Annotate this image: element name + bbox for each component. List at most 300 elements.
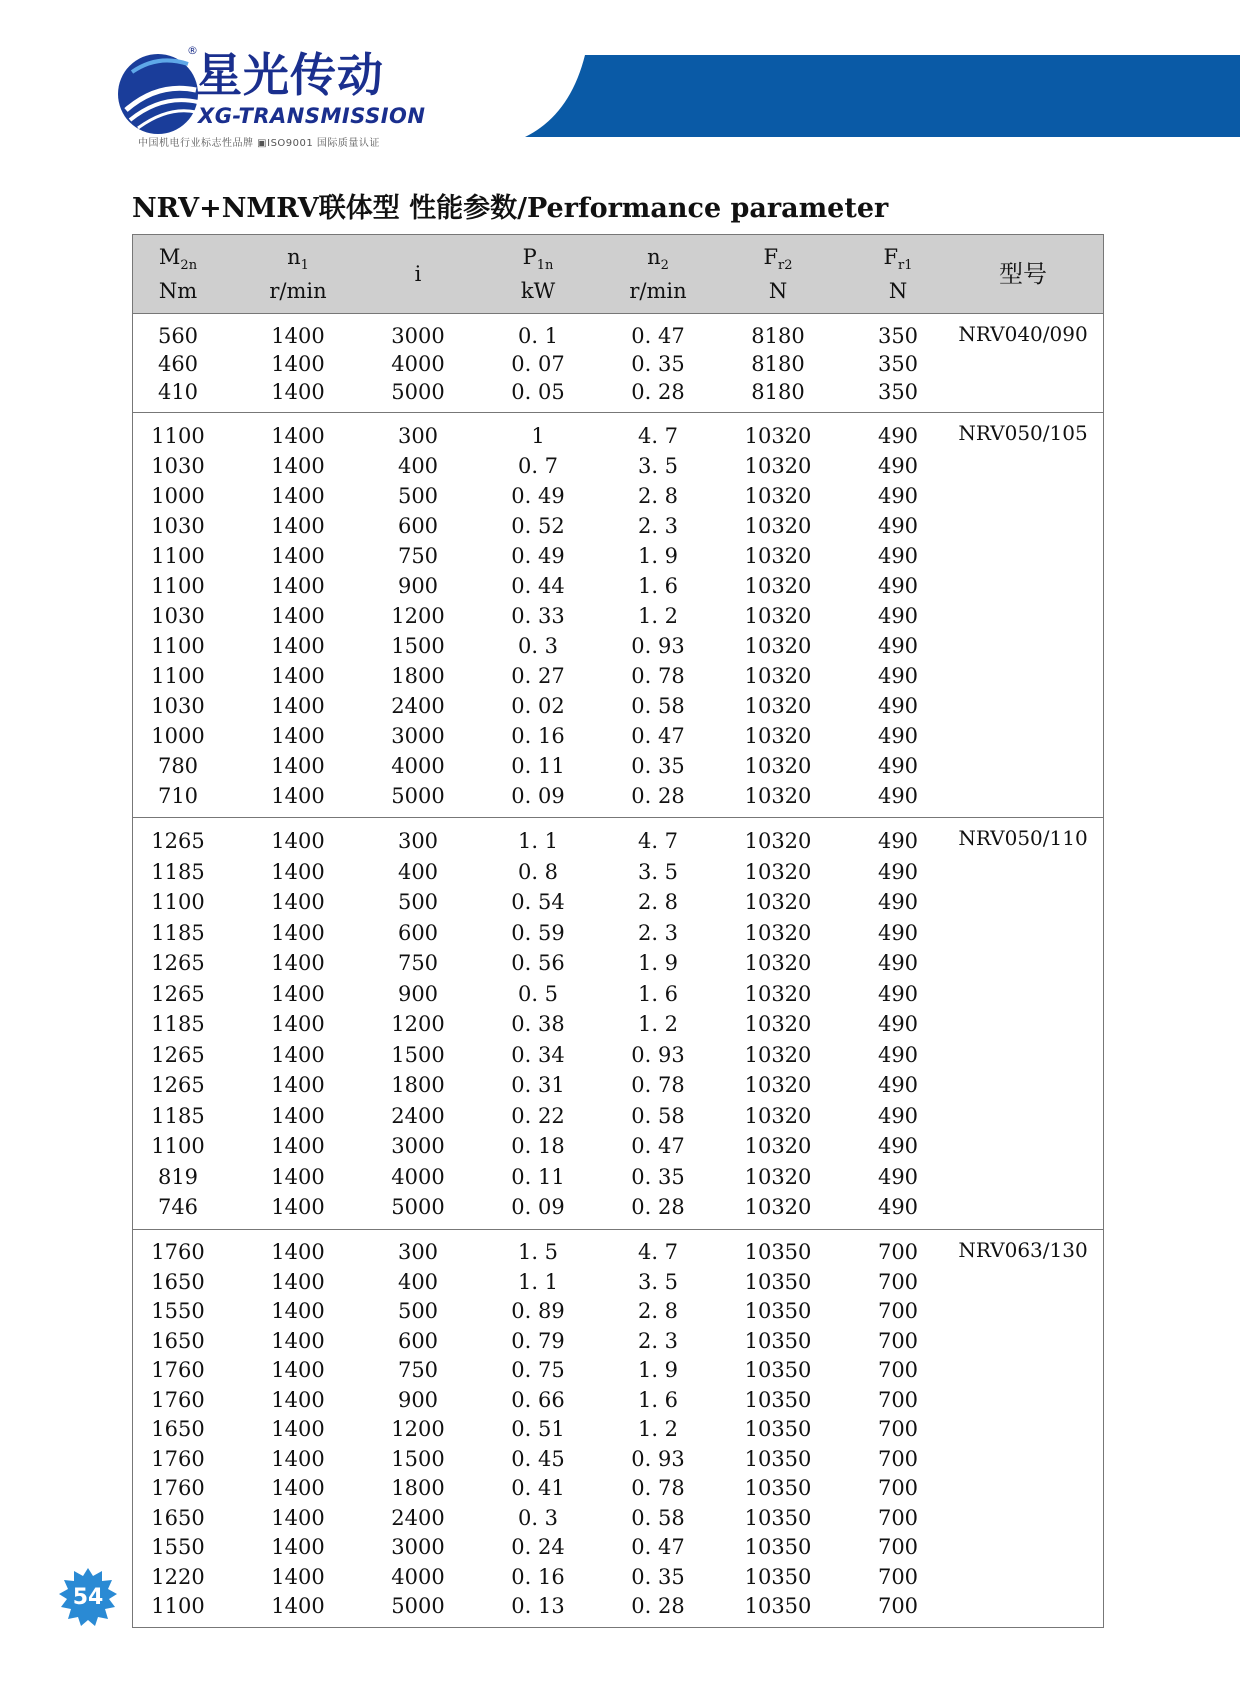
table-cell: 1100 [151, 890, 205, 915]
table-cell: 10320 [744, 454, 812, 478]
table-cell: 1265 [133, 818, 223, 857]
table-cell: 1. 2 [637, 604, 679, 628]
table-cell: 10320 [744, 1195, 812, 1220]
brand-tagline: 中国机电行业标志性品牌 ▣ISO9001 国际质量认证 [138, 138, 380, 149]
table-cell: 490 [877, 1012, 919, 1037]
table-cell: 10320 [744, 514, 812, 538]
table-cell: 490 [877, 634, 919, 658]
table-cell: 1550 [151, 1299, 205, 1324]
table-cell: 1400 [271, 1012, 325, 1037]
table-cell: 0. 78 [631, 1476, 685, 1501]
table-cell: 400 [397, 859, 439, 884]
table-cell: 1400 [271, 454, 325, 478]
table-cell: 5000 [391, 1195, 445, 1220]
table-cell: 1200 [391, 1012, 445, 1037]
table-cell: 400 [397, 1269, 439, 1294]
table-cell: 2. 8 [637, 890, 679, 915]
performance-table-container [132, 234, 1104, 1628]
table-cell: 490 [853, 413, 943, 452]
table-cell: 10320 [744, 920, 812, 945]
model-label: NRV063/130 [958, 1237, 1088, 1262]
table-cell: 1400 [271, 951, 325, 976]
table-cell: 1. 6 [637, 981, 679, 1006]
table-cell: 1. 1 [463, 818, 613, 857]
table-cell: 700 [853, 1229, 943, 1267]
table-cell: 10350 [744, 1328, 812, 1353]
table-cell: 1400 [223, 413, 373, 452]
table-cell: 4000 [391, 1564, 445, 1589]
table-cell: 1400 [271, 694, 325, 718]
table-cell: 1800 [391, 1073, 445, 1098]
table-cell: 500 [397, 484, 439, 508]
table-cell: 0. 28 [631, 1594, 685, 1619]
table-cell: 300 [373, 413, 463, 452]
page-title: NRV+NMRV联体型 性能参数/Performance parameter [132, 193, 889, 224]
table-cell: 4. 7 [613, 413, 703, 452]
table-cell: 1400 [271, 380, 325, 404]
table-cell: 490 [877, 784, 919, 808]
table-cell: 1185 [151, 1103, 205, 1128]
table-cell: 1400 [271, 724, 325, 748]
table-cell: 460 [157, 352, 199, 376]
table-cell: 10320 [744, 784, 812, 808]
table-cell: 780 [157, 754, 199, 778]
table-cell: 1100 [151, 1594, 205, 1619]
table-cell: 4. 7 [613, 818, 703, 857]
table-cell: 10320 [744, 1042, 812, 1067]
table-cell: 8180 [751, 380, 805, 404]
table-cell: 3. 5 [637, 454, 679, 478]
table-row [133, 1229, 1103, 1267]
model-label: NRV050/105 [958, 421, 1088, 445]
table-cell: 1030 [151, 604, 205, 628]
table-cell: 0. 24 [511, 1535, 565, 1560]
registered-mark: ® [187, 44, 198, 57]
table-cell: 1100 [151, 634, 205, 658]
model-label: NRV050/110 [958, 826, 1088, 850]
table-cell: 1550 [151, 1535, 205, 1560]
table-cell: 0. 1 [517, 324, 559, 348]
table-cell: 0. 22 [511, 1103, 565, 1128]
table-cell: 10350 [744, 1535, 812, 1560]
table-cell: 700 [877, 1535, 919, 1560]
table-cell: 700 [877, 1417, 919, 1442]
table-cell: 3000 [391, 724, 445, 748]
table-cell: 10320 [744, 694, 812, 718]
table-cell: 10320 [744, 544, 812, 568]
table-cell: 10320 [744, 1134, 812, 1159]
table-cell: 10350 [744, 1387, 812, 1412]
table-cell: 1400 [271, 352, 325, 376]
table-cell: 1760 [151, 1476, 205, 1501]
table-group [133, 1229, 1103, 1627]
table-cell: 10320 [744, 981, 812, 1006]
table-cell: 700 [877, 1564, 919, 1589]
table-cell: 1400 [271, 1505, 325, 1530]
table-cell: 1100 [151, 544, 205, 568]
table-cell: 10320 [744, 574, 812, 598]
table-cell: 1100 [151, 664, 205, 688]
table-cell: 1400 [223, 1229, 373, 1267]
table-cell: 10320 [744, 951, 812, 976]
header-n2: $n_2$ r/min [613, 235, 703, 314]
table-cell: 10350 [744, 1564, 812, 1589]
table-cell: 2. 8 [637, 1299, 679, 1324]
table-cell: 0. 49 [511, 544, 565, 568]
table-cell: 0. 41 [511, 1476, 565, 1501]
header-banner [525, 55, 1240, 137]
table-cell: 600 [397, 1328, 439, 1353]
table-cell: 0. 75 [511, 1358, 565, 1383]
table-cell: 1800 [391, 664, 445, 688]
table-cell: 0. 51 [511, 1417, 565, 1442]
table-cell: 490 [877, 1073, 919, 1098]
table-cell: 10320 [744, 634, 812, 658]
table-cell: 490 [877, 1164, 919, 1189]
table-cell: 490 [853, 818, 943, 857]
table-cell: 490 [877, 544, 919, 568]
table-cell: 0. 52 [511, 514, 565, 538]
table-cell: 10320 [744, 890, 812, 915]
table-cell: 700 [877, 1328, 919, 1353]
table-cell: 1400 [271, 1535, 325, 1560]
table-cell: 300 [373, 1229, 463, 1267]
table-cell: 1400 [271, 1134, 325, 1159]
table-cell: 0. 89 [511, 1299, 565, 1324]
table-cell: 0. 79 [511, 1328, 565, 1353]
table-cell: 490 [877, 694, 919, 718]
table-cell: 1650 [151, 1505, 205, 1530]
table-cell: 500 [397, 890, 439, 915]
header-n1: $n_1$ r/min [223, 235, 373, 314]
table-cell: 1000 [151, 484, 205, 508]
table-cell: 490 [877, 574, 919, 598]
table-group [133, 413, 1103, 818]
table-cell: 0. 47 [631, 724, 685, 748]
table-cell: 900 [397, 981, 439, 1006]
table-cell: 0. 93 [631, 1042, 685, 1067]
table-cell: 0. 11 [511, 1164, 565, 1189]
table-cell: 0. 47 [631, 1535, 685, 1560]
table-cell: 10320 [703, 818, 853, 857]
table-cell: 1200 [391, 1417, 445, 1442]
table-cell: 1650 [151, 1417, 205, 1442]
table-cell: 1100 [151, 574, 205, 598]
table-cell: 0. 3 [517, 1505, 559, 1530]
table-cell: 0. 44 [511, 574, 565, 598]
table-cell: 400 [397, 454, 439, 478]
table-cell: 490 [877, 890, 919, 915]
table-cell: 1. 6 [637, 574, 679, 598]
table-cell: 1400 [271, 1387, 325, 1412]
table-cell: 0. 16 [511, 1564, 565, 1589]
table-cell: 1400 [271, 1073, 325, 1098]
table-cell: 1500 [391, 634, 445, 658]
table-cell: 10320 [744, 754, 812, 778]
table-cell: 490 [877, 920, 919, 945]
table-cell: 0. 34 [511, 1042, 565, 1067]
table-cell: 1760 [151, 1387, 205, 1412]
table-cell: 0. 93 [631, 1446, 685, 1471]
table-cell: 1400 [271, 1446, 325, 1471]
table-cell: 900 [397, 574, 439, 598]
table-cell: 1100 [151, 1134, 205, 1159]
table-cell: 0. 56 [511, 951, 565, 976]
table-cell: 10320 [744, 724, 812, 748]
table-cell: 10320 [744, 1073, 812, 1098]
table-cell: 0. 78 [631, 664, 685, 688]
table-cell: 10350 [703, 1229, 853, 1267]
header-p1n: $P_{1n}$ kW [463, 235, 613, 314]
table-cell: 1400 [271, 544, 325, 568]
table-cell: 0. 66 [511, 1387, 565, 1412]
table-cell: 10350 [744, 1505, 812, 1530]
table-cell: 1400 [271, 1358, 325, 1383]
table-cell: 1400 [271, 1564, 325, 1589]
table-cell: 0. 27 [511, 664, 565, 688]
table-cell: 2. 3 [637, 1328, 679, 1353]
table-cell: 0. 13 [511, 1594, 565, 1619]
table-cell: 1400 [271, 1328, 325, 1353]
table-cell: 0. 58 [631, 1505, 685, 1530]
header-fr2: $F_{r2}$ N [703, 235, 853, 314]
table-cell: 0. 8 [517, 859, 559, 884]
table-cell: 1400 [271, 634, 325, 658]
table-cell: 4. 7 [613, 1229, 703, 1267]
table-cell: 10320 [744, 604, 812, 628]
table-cell: 1400 [271, 604, 325, 628]
table-cell: 1. 2 [637, 1012, 679, 1037]
table-cell: 490 [877, 859, 919, 884]
table-cell: 1650 [151, 1328, 205, 1353]
table-cell: 1265 [151, 1073, 205, 1098]
table-cell: 700 [877, 1594, 919, 1619]
table-cell: 490 [877, 1134, 919, 1159]
table-cell: 10350 [744, 1269, 812, 1294]
table-cell: 350 [877, 380, 919, 404]
table-cell: 10320 [744, 859, 812, 884]
table-cell: 700 [877, 1476, 919, 1501]
table-cell: 1400 [271, 1195, 325, 1220]
table-cell: 10350 [744, 1299, 812, 1324]
table-cell: 1200 [391, 604, 445, 628]
table-cell: 560 [157, 324, 199, 348]
brand-name-en: XG-TRANSMISSION [198, 104, 426, 128]
table-cell: 0. 47 [631, 324, 685, 348]
page-number: 54 [72, 1585, 104, 1610]
model-label: NRV040/090 [958, 322, 1088, 346]
table-cell: 0. 28 [631, 1195, 685, 1220]
table-cell: 700 [877, 1299, 919, 1324]
table-cell: 8180 [751, 352, 805, 376]
table-cell: 0. 35 [631, 1164, 685, 1189]
table-cell: 1. 1 [517, 1269, 559, 1294]
table-cell: 2400 [391, 1103, 445, 1128]
table-cell: 490 [877, 454, 919, 478]
table-cell: 1265 [151, 951, 205, 976]
table-cell: 1400 [271, 859, 325, 884]
table-row [133, 314, 1103, 351]
table-cell: 1760 [133, 1229, 223, 1267]
table-row [133, 413, 1103, 452]
table-cell: 0. 59 [511, 920, 565, 945]
model-cell [943, 818, 1103, 1230]
table-cell: 5000 [391, 784, 445, 808]
table-cell: 1400 [271, 324, 325, 348]
table-cell: 1650 [151, 1269, 205, 1294]
table-cell: 1100 [133, 413, 223, 452]
table-cell: 1030 [151, 694, 205, 718]
table-cell: 1400 [271, 1269, 325, 1294]
table-cell: 4000 [391, 1164, 445, 1189]
table-cell: 500 [397, 1299, 439, 1324]
table-cell: 0. 35 [631, 352, 685, 376]
table-cell: 1400 [271, 1164, 325, 1189]
table-cell: 700 [877, 1505, 919, 1530]
header-m2n: $M_{2n}$ Nm [133, 235, 223, 314]
table-cell: 0. 16 [511, 724, 565, 748]
table-cell: 1400 [271, 754, 325, 778]
table-cell: 819 [157, 1164, 199, 1189]
table-cell: 10320 [744, 1012, 812, 1037]
table-cell: 0. 45 [511, 1446, 565, 1471]
table-cell: 900 [397, 1387, 439, 1412]
table-cell: 0. 28 [631, 784, 685, 808]
table-cell: 10350 [744, 1358, 812, 1383]
table-cell: 0. 31 [511, 1073, 565, 1098]
model-cell [943, 314, 1103, 413]
table-cell: 1500 [391, 1446, 445, 1471]
table-cell: 1 [463, 413, 613, 452]
table-cell: 2. 3 [637, 920, 679, 945]
table-cell: 490 [877, 484, 919, 508]
table-cell: 1760 [151, 1358, 205, 1383]
table-row [133, 818, 1103, 857]
table-cell: 1400 [271, 1417, 325, 1442]
table-cell: 0. 47 [631, 1134, 685, 1159]
header-model: 型号 [943, 235, 1103, 314]
table-cell: 1185 [151, 920, 205, 945]
table-cell: 490 [877, 951, 919, 976]
model-cell [943, 1229, 1103, 1627]
table-cell: 750 [397, 544, 439, 568]
table-cell: 5000 [391, 1594, 445, 1619]
table-cell: 1400 [271, 890, 325, 915]
table-cell: 10320 [703, 413, 853, 452]
table-cell: 600 [397, 514, 439, 538]
table-cell: 1400 [271, 1476, 325, 1501]
table-cell: 0. 09 [511, 1195, 565, 1220]
table-cell: 1400 [223, 818, 373, 857]
table-cell: 3. 5 [637, 859, 679, 884]
table-cell: 3000 [391, 1134, 445, 1159]
table-cell: 0. 54 [511, 890, 565, 915]
table-cell: 1030 [151, 514, 205, 538]
table-cell: 10350 [744, 1594, 812, 1619]
table-cell: 3000 [391, 1535, 445, 1560]
table-cell: 700 [877, 1358, 919, 1383]
table-cell: 1400 [271, 1042, 325, 1067]
table-cell: 1030 [151, 454, 205, 478]
table-cell: 300 [373, 818, 463, 857]
table-cell: 10350 [744, 1446, 812, 1471]
table-cell: 750 [397, 1358, 439, 1383]
table-cell: 1760 [151, 1446, 205, 1471]
table-cell: 0. 33 [511, 604, 565, 628]
table-cell: 2400 [391, 1505, 445, 1530]
table-cell: 10320 [744, 484, 812, 508]
table-cell: 10320 [744, 664, 812, 688]
table-cell: 700 [877, 1446, 919, 1471]
table-cell: 1185 [151, 859, 205, 884]
table-cell: 10350 [744, 1476, 812, 1501]
header-i: i [373, 235, 463, 314]
table-cell: 490 [877, 1103, 919, 1128]
table-cell: 700 [877, 1387, 919, 1412]
table-cell: 0. 58 [631, 694, 685, 718]
table-cell: 490 [877, 1042, 919, 1067]
table-cell: 0. 3 [517, 634, 559, 658]
table-cell: 1400 [271, 1103, 325, 1128]
table-cell: 3. 5 [637, 1269, 679, 1294]
table-cell: 1800 [391, 1476, 445, 1501]
table-cell: 750 [397, 951, 439, 976]
table-cell: 0. 11 [511, 754, 565, 778]
table-cell: 490 [877, 664, 919, 688]
table-cell: 1400 [271, 981, 325, 1006]
table-cell: 10350 [744, 1417, 812, 1442]
table-cell: 10320 [744, 1164, 812, 1189]
table-cell: 1265 [151, 1042, 205, 1067]
table-cell: 700 [877, 1269, 919, 1294]
table-cell: 0. 58 [631, 1103, 685, 1128]
table-cell: 8180 [751, 324, 805, 348]
table-cell: 2. 8 [637, 484, 679, 508]
table-cell: 1400 [271, 1299, 325, 1324]
table-cell: 1. 5 [463, 1229, 613, 1267]
table-cell: 490 [877, 514, 919, 538]
table-cell: 1. 9 [637, 544, 679, 568]
table-cell: 0. 7 [517, 454, 559, 478]
table-cell: 1000 [151, 724, 205, 748]
table-cell: 1400 [271, 484, 325, 508]
table-cell: 0. 5 [517, 981, 559, 1006]
table-cell: 0. 38 [511, 1012, 565, 1037]
table-cell: 1. 2 [637, 1417, 679, 1442]
table-cell: 710 [157, 784, 199, 808]
table-cell: 0. 35 [631, 1564, 685, 1589]
table-cell: 350 [877, 324, 919, 348]
table-cell: 600 [397, 920, 439, 945]
table-cell: 0. 09 [511, 784, 565, 808]
table-cell: 3000 [391, 324, 445, 348]
table-group [133, 314, 1103, 413]
table-cell: 1400 [271, 514, 325, 538]
table-group [133, 818, 1103, 1230]
table-cell: 1220 [151, 1564, 205, 1589]
table-cell: 1265 [151, 981, 205, 1006]
table-cell: 746 [157, 1195, 199, 1220]
table-cell: 0. 78 [631, 1073, 685, 1098]
table-cell: 0. 35 [631, 754, 685, 778]
table-cell: 490 [877, 754, 919, 778]
table-cell: 10320 [744, 1103, 812, 1128]
table-cell: 1400 [271, 664, 325, 688]
table-cell: 4000 [391, 754, 445, 778]
table-cell: 490 [877, 1195, 919, 1220]
table-cell: 1. 9 [637, 951, 679, 976]
table-cell: 2400 [391, 694, 445, 718]
